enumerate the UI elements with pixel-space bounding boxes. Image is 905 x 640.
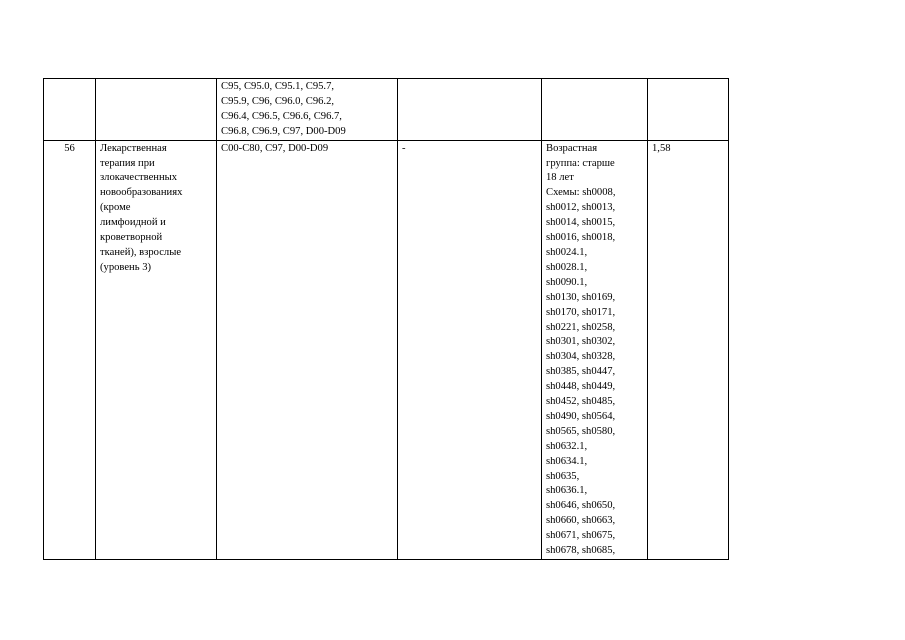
- cell-text-line: sh0671, sh0675,: [546, 530, 616, 542]
- cell-text-line: Лекарственная: [100, 142, 167, 154]
- cell-text-line: sh0660, sh0663,: [546, 515, 616, 527]
- cell-text-line: sh0014, sh0015,: [546, 217, 616, 229]
- cell-text-line: sh0130, sh0169,: [546, 291, 616, 303]
- extra-codes-cell: -: [398, 140, 542, 559]
- cell-text-line: группа: старше: [546, 157, 615, 169]
- cell-text-line: sh0016, sh0018,: [546, 232, 616, 244]
- table-row-continuation: [44, 79, 729, 141]
- cell-text-line: sh0090.1,: [546, 276, 588, 288]
- cell-text-line: sh0385, sh0447,: [546, 366, 616, 378]
- cell-text-line: Возрастная: [546, 142, 598, 154]
- cell-text-line: sh0636.1,: [546, 485, 588, 497]
- cell-text-line: sh0646, sh0650,: [546, 500, 616, 512]
- cell-text-line: sh0028.1,: [546, 261, 588, 273]
- cell-text-line: sh0221, sh0258,: [546, 321, 616, 333]
- cell-text-line: (уровень 3): [100, 261, 152, 273]
- cell-text-line: 18 лет: [546, 172, 574, 184]
- number-cell: [44, 79, 96, 141]
- cell-text-line: sh0304, sh0328,: [546, 351, 616, 363]
- cell-text-line: злокачественных: [100, 172, 178, 184]
- cell-text-line: Схемы: sh0008,: [546, 187, 616, 199]
- name-cell: [96, 79, 217, 141]
- table-row-56: [44, 140, 729, 559]
- cell-text-line: C96.8, C96.9, C97, D00-D09: [221, 125, 346, 137]
- tariff-table: [43, 78, 729, 560]
- cell-text-line: кроветворной: [100, 232, 163, 244]
- cell-text-line: sh0490, sh0564,: [546, 410, 616, 422]
- icd-codes-cell: [217, 140, 398, 559]
- cell-text-line: sh0024.1,: [546, 246, 588, 258]
- criteria-cell: [542, 79, 648, 141]
- cell-text-line: sh0632.1,: [546, 440, 588, 452]
- coefficient-cell: 1,58: [648, 140, 729, 559]
- name-cell: [96, 140, 217, 559]
- extra-codes-cell: [398, 79, 542, 141]
- icd-codes-cell: [217, 79, 398, 141]
- cell-text-line: C00-C80, C97, D00-D09: [221, 142, 329, 154]
- cell-text-line: терапия при: [100, 157, 155, 169]
- cell-text-line: C95.9, C96, C96.0, C96.2,: [221, 95, 335, 107]
- cell-text-line: sh0565, sh0580,: [546, 425, 616, 437]
- cell-text-line: (кроме: [100, 202, 131, 214]
- coefficient-cell: [648, 79, 729, 141]
- cell-text-line: sh0634.1,: [546, 455, 588, 467]
- cell-text-line: sh0635,: [546, 470, 580, 482]
- cell-text-line: лимфоидной и: [100, 217, 166, 229]
- cell-text-line: sh0678, sh0685,: [546, 545, 616, 557]
- cell-text-line: новообразованиях: [100, 187, 183, 199]
- number-cell: 56: [44, 140, 96, 559]
- cell-text-line: тканей), взрослые: [100, 246, 182, 258]
- criteria-cell: [542, 140, 648, 559]
- cell-text-line: sh0301, sh0302,: [546, 336, 616, 348]
- cell-text-line: sh0448, sh0449,: [546, 381, 616, 393]
- cell-text-line: C96.4, C96.5, C96.6, C96.7,: [221, 110, 342, 122]
- cell-text-line: sh0170, sh0171,: [546, 306, 616, 318]
- cell-text-line: C95, C95.0, C95.1, C95.7,: [221, 81, 335, 92]
- cell-text-line: sh0012, sh0013,: [546, 202, 616, 214]
- cell-text-line: sh0452, sh0485,: [546, 396, 616, 408]
